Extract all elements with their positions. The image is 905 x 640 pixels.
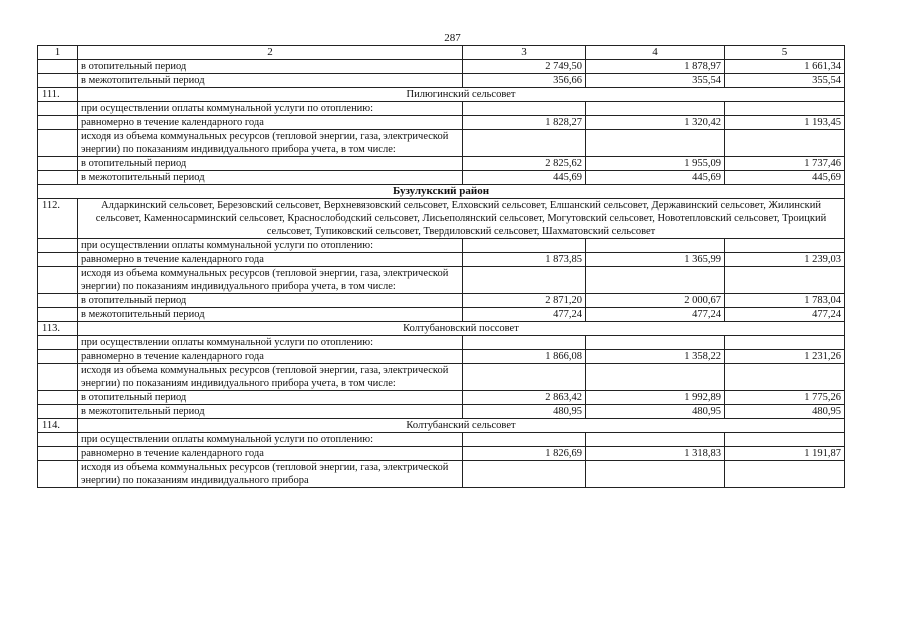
row-value-3: 1 826,69: [463, 447, 586, 461]
row-value-3: 2 871,20: [463, 294, 586, 308]
row-label: при осуществлении оплаты коммунальной услуги по отоплению:: [78, 102, 463, 116]
row-label: при осуществлении оплаты коммунальной услуги по отоплению:: [78, 336, 463, 350]
section-row: [38, 199, 845, 239]
row-value-5: 1 231,26: [725, 350, 845, 364]
row-label: в межотопительный период: [78, 308, 463, 322]
row-value-3: 1 866,08: [463, 350, 586, 364]
table-row: [38, 171, 845, 185]
row-value-5: 1 239,03: [725, 253, 845, 267]
row-value-3: [463, 364, 586, 391]
header-col-4: 4: [586, 46, 725, 60]
row-label: в отопительный период: [78, 157, 463, 171]
row-index-cell: [38, 336, 78, 350]
row-value-4: [586, 433, 725, 447]
row-label: в межотопительный период: [78, 405, 463, 419]
row-index-cell: [38, 253, 78, 267]
row-index-cell: [38, 405, 78, 419]
section-number: 113.: [38, 322, 78, 336]
district-name: Бузулукский район: [38, 185, 845, 199]
table-row: [38, 405, 845, 419]
row-value-4: 2 000,67: [586, 294, 725, 308]
table-row: [38, 336, 845, 350]
header-col-5: 5: [725, 46, 845, 60]
row-index-cell: [38, 102, 78, 116]
row-index-cell: [38, 364, 78, 391]
section-row: [38, 88, 845, 102]
row-value-5: 1 775,26: [725, 391, 845, 405]
row-value-4: 1 365,99: [586, 253, 725, 267]
row-label: в отопительный период: [78, 60, 463, 74]
row-index-cell: [38, 308, 78, 322]
row-value-4: [586, 102, 725, 116]
section-number: 112.: [38, 199, 78, 239]
row-value-3: 356,66: [463, 74, 586, 88]
row-value-3: [463, 130, 586, 157]
tariff-table: [37, 45, 845, 488]
row-index-cell: [38, 157, 78, 171]
row-value-4: [586, 267, 725, 294]
row-label: равномерно в течение календарного года: [78, 447, 463, 461]
row-value-3: [463, 239, 586, 253]
row-value-4: [586, 239, 725, 253]
table-row: [38, 308, 845, 322]
row-value-3: [463, 461, 586, 488]
row-value-3: 477,24: [463, 308, 586, 322]
row-value-3: [463, 267, 586, 294]
table-row: [38, 239, 845, 253]
table-row: [38, 364, 845, 391]
row-index-cell: [38, 350, 78, 364]
table-row: [38, 461, 845, 488]
row-index-cell: [38, 60, 78, 74]
row-index-cell: [38, 433, 78, 447]
row-label: равномерно в течение календарного года: [78, 253, 463, 267]
table-row: [38, 253, 845, 267]
row-value-4: 480,95: [586, 405, 725, 419]
table-row: [38, 447, 845, 461]
row-value-3: 480,95: [463, 405, 586, 419]
settlement-name: Колтубановский поссовет: [78, 322, 845, 336]
row-index-cell: [38, 294, 78, 308]
row-value-5: [725, 364, 845, 391]
table-row: [38, 294, 845, 308]
section-row: [38, 322, 845, 336]
row-value-4: 1 320,42: [586, 116, 725, 130]
row-value-4: 1 318,83: [586, 447, 725, 461]
row-label: равномерно в течение календарного года: [78, 350, 463, 364]
row-index-cell: [38, 267, 78, 294]
table-row: [38, 60, 845, 74]
row-value-4: [586, 130, 725, 157]
row-value-5: 1 193,45: [725, 116, 845, 130]
row-value-5: [725, 433, 845, 447]
row-value-5: [725, 102, 845, 116]
row-value-5: [725, 130, 845, 157]
header-col-3: 3: [463, 46, 586, 60]
table-row: [38, 350, 845, 364]
row-value-5: 477,24: [725, 308, 845, 322]
row-value-5: 480,95: [725, 405, 845, 419]
table-row: [38, 157, 845, 171]
row-value-4: 355,54: [586, 74, 725, 88]
section-row: [38, 419, 845, 433]
row-label: при осуществлении оплаты коммунальной услуги по отоплению:: [78, 239, 463, 253]
row-value-4: 1 992,89: [586, 391, 725, 405]
row-index-cell: [38, 239, 78, 253]
row-value-4: [586, 336, 725, 350]
row-label: в отопительный период: [78, 391, 463, 405]
row-index-cell: [38, 116, 78, 130]
row-label: исходя из объема коммунальных ресурсов (тепловой энергии, газа, электрической энергии) по показаниям индивидуального прибора учета, в том числе:: [78, 130, 463, 157]
table-row: [38, 74, 845, 88]
row-label: исходя из объема коммунальных ресурсов (тепловой энергии, газа, электрической энергии) по показаниям индивидуального прибора: [78, 461, 463, 488]
row-value-5: 445,69: [725, 171, 845, 185]
row-value-3: 445,69: [463, 171, 586, 185]
table-row: [38, 267, 845, 294]
row-value-3: 2 749,50: [463, 60, 586, 74]
row-value-4: 1 878,97: [586, 60, 725, 74]
row-label: равномерно в течение календарного года: [78, 116, 463, 130]
header-col-1: 1: [38, 46, 78, 60]
row-index-cell: [38, 447, 78, 461]
settlement-name: Алдаркинский сельсовет, Березовский сельсовет, Верхневязовский сельсовет, Елховский сельсовет, Елшанский сельсовет, Державинский сельсовет, Жилинский сельсовет, Каменносарминский сельсовет, Краснослободский сельсовет, Лисьеполянский сельсовет, Могутовский сельсовет, Новотепловский сельсовет, Троицкий сельсовет, Тупиковский сельсовет, Твердиловский сельсовет, Шахматовский сельсовет: [78, 199, 845, 239]
row-value-5: 1 783,04: [725, 294, 845, 308]
page-number: 287: [444, 32, 461, 44]
row-value-4: 1 358,22: [586, 350, 725, 364]
row-label: при осуществлении оплаты коммунальной услуги по отоплению:: [78, 433, 463, 447]
section-number: 114.: [38, 419, 78, 433]
row-value-3: 1 873,85: [463, 253, 586, 267]
table-row: [38, 391, 845, 405]
row-value-3: [463, 336, 586, 350]
row-value-5: 1 191,87: [725, 447, 845, 461]
row-value-3: [463, 433, 586, 447]
row-value-5: [725, 336, 845, 350]
row-value-3: [463, 102, 586, 116]
row-value-5: [725, 461, 845, 488]
table-header-row: [38, 46, 845, 60]
table-row: [38, 102, 845, 116]
district-row: [38, 185, 845, 199]
row-value-3: 1 828,27: [463, 116, 586, 130]
header-col-2: 2: [78, 46, 463, 60]
row-value-4: 477,24: [586, 308, 725, 322]
row-value-5: 1 661,34: [725, 60, 845, 74]
row-value-5: 355,54: [725, 74, 845, 88]
row-index-cell: [38, 391, 78, 405]
row-index-cell: [38, 461, 78, 488]
table-row: [38, 433, 845, 447]
row-label: в межотопительный период: [78, 171, 463, 185]
tariff-table-body: [38, 46, 845, 488]
row-label: в межотопительный период: [78, 74, 463, 88]
row-value-3: 2 825,62: [463, 157, 586, 171]
table-row: [38, 116, 845, 130]
settlement-name: Пилюгинский сельсовет: [78, 88, 845, 102]
row-value-4: 445,69: [586, 171, 725, 185]
row-value-5: 1 737,46: [725, 157, 845, 171]
section-number: 111.: [38, 88, 78, 102]
row-index-cell: [38, 130, 78, 157]
row-value-4: [586, 364, 725, 391]
row-value-4: [586, 461, 725, 488]
row-label: в отопительный период: [78, 294, 463, 308]
row-value-5: [725, 239, 845, 253]
row-value-4: 1 955,09: [586, 157, 725, 171]
table-row: [38, 130, 845, 157]
row-label: исходя из объема коммунальных ресурсов (тепловой энергии, газа, электрической энергии) по показаниям индивидуального прибора учета, в том числе:: [78, 267, 463, 294]
row-index-cell: [38, 74, 78, 88]
row-index-cell: [38, 171, 78, 185]
settlement-name: Колтубанский сельсовет: [78, 419, 845, 433]
row-label: исходя из объема коммунальных ресурсов (тепловой энергии, газа, электрической энергии) по показаниям индивидуального прибора учета, в том числе:: [78, 364, 463, 391]
row-value-5: [725, 267, 845, 294]
row-value-3: 2 863,42: [463, 391, 586, 405]
